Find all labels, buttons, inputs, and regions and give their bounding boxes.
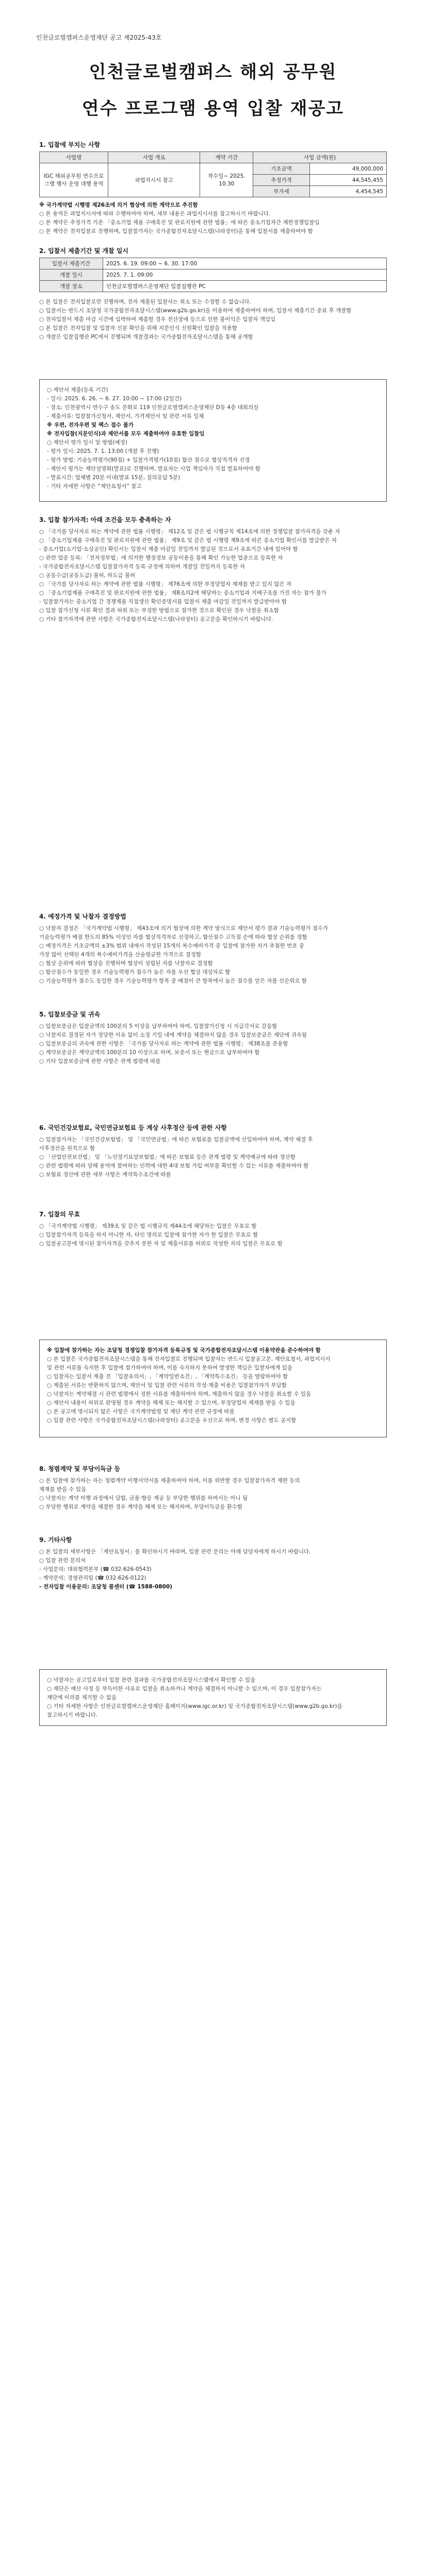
amount-value: 44,545,455	[309, 175, 386, 186]
box-line: - 기타 자세한 사항은 “제안요청서” 참고	[47, 483, 142, 489]
body-line: - 국가종합전자조달시스템 입찰참가자격 등록 규정에 의하여 개찰일 전일까지 등록한 자	[39, 564, 245, 570]
section-7-body	[39, 1222, 387, 1248]
bid-items-table	[39, 151, 387, 197]
body-line: ○ 입찰참가자는 「국민건강보험법」 및 「국민연금법」에 따른 보험료를 입찰금액에 산입하여야 하며, 계약 체결 후	[39, 1137, 313, 1143]
body-line: ○ 기술능력평가 점수도 동일한 경우 기술능력평가 항목 중 배점이 큰 항목에서 높은 점수를 얻은 자를 선순위로 함	[39, 978, 307, 984]
section-9-title: 9. 기타사항	[39, 1536, 72, 1544]
section-9-body	[39, 1548, 387, 1591]
box-line: - 발표시간: 업체별 20분 이내(발표 15분, 질의응답 5분)	[47, 474, 181, 481]
section-3-title: 3. 입찰 참가자격: 아래 조건을 모두 충족하는 자	[39, 516, 171, 523]
box-line: ○ 제안서 제출(등록 기간)	[47, 387, 108, 393]
col-overview: 사업 개요	[108, 152, 200, 163]
body-line: ○ 낙찰자 결정은 「국가계약법 시행령」 제43조에 의거 협상에 의한 계약 방식으로 제안서 평가 결과 기술능력평가 점수가	[39, 925, 329, 931]
body-line: ○ 계약보증금은 계약금액의 100분의 10 이상으로 하며, 보증서 또는 현금으로 납부하여야 함	[39, 1049, 260, 1056]
body-line: ○ 「국가계약법 시행령」 제39조 및 같은 법 시행규칙 제44조에 해당하는 입찰은 무효로 함	[39, 1223, 257, 1229]
title-line-1: 인천글로벌캠퍼스 해외 공무원	[89, 62, 337, 82]
schedule-label: 개찰 일시	[40, 269, 103, 281]
body-line: ○ 관련 법령에 따라 당해 용역에 참여하는 인력에 대한 4대 보험 가입 여부를 확인할 수 있는 서류를 제출하여야 함	[39, 1163, 309, 1169]
box-line: ○ 낙찰자는 계약체결 시 관련 법령에서 정한 서류를 제출하여야 하며, 제출하지 않을 경우 낙찰을 취소할 수 있음	[47, 1391, 312, 1397]
amount-label: 추정가격	[253, 175, 309, 186]
col-project-name: 사업명	[40, 152, 108, 163]
body-line: - 중소기업(소기업·소상공인) 확인서는 입찰서 제출 마감일 전일까지 발급된 것으로서 유효기간 내에 있어야 함	[39, 546, 298, 552]
body-line: 제재를 받을 수 있음	[39, 1486, 87, 1493]
amount-label: 기초금액	[253, 163, 309, 175]
body-line: ○ 기타 참가자격에 관한 사항은 국가종합전자조달시스템(나라장터) 공고문을 확인하시기 바랍니다.	[39, 616, 273, 622]
box-line: ○ 제출된 서류는 반환하지 않으며, 제안서 및 입찰 관련 서류의 작성·제출 비용은 입찰참가자가 부담함	[47, 1382, 287, 1388]
title-line-2: 연수 프로그램 용역 입찰 재공고	[81, 98, 345, 119]
section-3-body	[39, 528, 387, 624]
body-line: ○ 본 입찰의 세부사항은 「제안요청서」를 확인하시기 바라며, 입찰 관련 문의는 아래 담당자에게 하시기 바랍니다.	[39, 1549, 311, 1555]
section-8-title: 8. 청렴계약 및 부당이득금 등	[39, 1465, 121, 1472]
notice-box	[39, 1340, 387, 1437]
amount-value: 4,454,545	[309, 186, 386, 197]
body-line: ○ 「산업안전보건법」 및 「노인장기요양보험법」에 따른 보험료 등은 관계 법령 및 계약예규에 따라 정산함	[39, 1154, 296, 1160]
box-line: ※ 우편, 전자우편 및 팩스 접수 불가	[47, 422, 134, 428]
body-line: 사후정산을 원칙으로 함	[39, 1145, 95, 1151]
body-line: ○ 「국가를 당사자로 하는 계약에 관한 법률 시행령」 제12조 및 같은 법 시행규칙 제14조에 의한 경쟁입찰 참가자격을 갖춘 자	[39, 529, 340, 535]
section-6-title: 6. 국민건강보험료, 국민연금보험료 등 계상 사후정산 등에 관한 사항	[39, 1124, 227, 1131]
box-line: ○ 제안서 평가 일시 및 방법(예정)	[47, 439, 127, 446]
box-line: - 제안서 평가는 제안설명회(발표)로 진행하며, 발표자는 사업 책임자가 직접 발표하여야 함	[47, 466, 260, 472]
body-line: ○ 관련 업종 등록: 「전자정부법」에 의거한 행정정보 공동이용을 통해 확인 가능한 업종으로 등록한 자	[39, 555, 283, 561]
body-line: ○ 입찰 참가신청 서류 확인 결과 허위 또는 부정한 방법으로 참가한 것으로 확인된 경우 낙찰을 취소함	[39, 607, 279, 614]
body-line: ○ 합산점수가 동일한 경우 기술능력평가 점수가 높은 자를 우선 협상 대상자로 함	[39, 969, 231, 975]
amount-label: 부가세	[253, 186, 309, 197]
box-line: ○ 입찰 관련 사항은 국가종합전자조달시스템(나라장터) 공고문을 우선으로 하며, 변경 사항은 별도 공지함	[47, 1417, 297, 1423]
note-line: ○ 입찰서는 반드시 조달청 국가종합전자조달시스템(www.g2b.go.kr)을 이용하여 제출하여야 하며, 입찰서 제출기간 종료 후 개찰함	[39, 308, 352, 314]
body-line: ○ 공동수급(공동도급) 불허, 하도급 불허	[39, 572, 136, 579]
amount-value: 49,000,000	[309, 163, 386, 175]
section-2-notes	[39, 298, 387, 342]
final-notice-box	[39, 1669, 387, 1726]
body-line: - 입찰참가자는 중소기업 간 경쟁제품 직접생산 확인증명서를 입찰서 제출 마감일 전일까지 발급받아야 함	[39, 599, 287, 605]
box-line: ○ 입찰자는 입찰서 제출 전 「입찰유의서」, 「계약일반조건」, 「계약특수조건」 등을 열람하여야 함	[47, 1374, 288, 1380]
schedule-label: 개찰 장소	[40, 281, 103, 292]
body-line: ○ 입찰보증금의 귀속에 관한 사항은 「국가를 당사자로 하는 계약에 관한 법률 시행령」 제38조를 준용함	[39, 1041, 288, 1047]
body-line: ○ 낙찰자로 결정된 자가 정당한 이유 없이 소정 기일 내에 계약을 체결하지 않을 경우 입찰보증금은 재단에 귀속됨	[39, 1032, 307, 1038]
body-line: ○ 입찰보증금은 입찰금액의 100분의 5 이상을 납부하여야 하며, 입찰참가신청 시 지급각서로 갈음함	[39, 1023, 277, 1029]
body-line: ○ 「중소기업제품 구매촉진 및 판로지원에 관한 법률」 제9조 및 같은 법 시행령 제9조에 따른 중소기업 확인서를 발급받은 자	[39, 537, 337, 544]
col-amount: 사업 금액(원)	[253, 152, 387, 163]
body-line: ○ 「중소기업제품 구매촉진 및 판로지원에 관한 법률」 제8조의2에 해당하는 중소기업과 지배구조를 가진 자는 참가 불가	[39, 590, 326, 596]
box-line: 재단에 이의를 제기할 수 없음	[47, 1694, 117, 1701]
body-line: ○ 기타 입찰보증금에 관한 사항은 관계 법령에 따름	[39, 1058, 161, 1064]
section-5-body	[39, 1022, 387, 1066]
section-1-title: 1. 입찰에 부치는 사항	[39, 141, 101, 148]
box-line: ○ 낙찰자는 공고일로부터 입찰 관련 결과를 국가종합전자조달시스템에서 확인할 수 있음	[47, 1677, 256, 1683]
schedule-value: 2025. 7. 1. 09:00	[103, 269, 387, 281]
box-line: - 일시: 2025. 6. 26. ~ 6. 27. 10:00 ~ 17:00 (2일간)	[47, 396, 182, 402]
section-6-body	[39, 1136, 387, 1179]
note-line: ○ 전자입찰서 제출 마감 시간에 임박하여 제출할 경우 전산장애 등으로 인한 불이익은 입찰자 책임임	[39, 316, 276, 323]
body-line: ○ 부당한 행위로 계약을 체결한 경우 계약을 해제 또는 해지하며, 부당이득금을 환수함	[39, 1504, 243, 1510]
schedule-value: 2025. 6. 19. 09:00 ~ 6. 30. 17:00	[103, 258, 387, 269]
notice-number: 인천글로벌캠퍼스운영재단 공고 제2025-43호	[36, 34, 162, 41]
note-line: ○ 본 입찰은 전자입찰 및 입찰자 신분 확인을 위해 지문인식 신원확인 입찰을 적용함	[39, 325, 237, 331]
body-line: ○ 입찰 관련 문의처	[39, 1557, 86, 1564]
col-period: 계약 기간	[200, 152, 253, 163]
body-line: 기술능력평가 배점 한도의 85% 이상인 자를 협상적격자로 선정하고, 합산점수 고득점 순에 따라 협상 순위를 정함	[39, 934, 307, 940]
body-line: ○ 본 입찰에 참가하는 자는 청렴계약 이행서약서를 제출하여야 하며, 이를 위반할 경우 입찰참가자격 제한 등의	[39, 1478, 300, 1484]
box-line: ○ 본 입찰은 국가종합전자조달시스템을 통해 전자입찰로 진행되며 입찰자는 반드시 입찰공고문, 제안요청서, 과업지시서	[47, 1356, 331, 1362]
note-line: ○ 본 용역은 과업지시서에 따라 수행하여야 하며, 세부 내용은 과업지시서를 참고하시기 바랍니다.	[39, 211, 271, 217]
project-name-cell: IGC 해외공무원 연수프로그램 행사 운영 대행 용역	[40, 163, 108, 197]
body-line: ○ 보험료 정산에 관한 세부 사항은 계약특수조건에 따름	[39, 1172, 171, 1178]
box-line: - 평가 방법: 기술능력평가(90점) + 입찰가격평가(10점) 합산 점수로 협상적격자 선정	[47, 457, 250, 463]
note-line: ※ 국가계약법 시행령 제26조에 의거 협상에 의한 계약으로 추진함	[39, 202, 198, 208]
note-line: ○ 본 계약은 전자입찰로 진행하며, 입찰참가자는 국가종합전자조달시스템(나라장터)을 통해 입찰서를 제출하여야 함	[39, 228, 313, 234]
section-7-title: 7. 입찰의 무효	[39, 1211, 80, 1218]
box-line: 및 관련 서류를 숙지한 후 입찰에 참가하여야 하며, 이를 숙지하지 못하여 발생한 책임은 입찰자에게 있음	[47, 1365, 293, 1371]
schedule-value: 인천글로벌캠퍼스운영재단 입찰집행관 PC	[103, 281, 387, 292]
box-line: - 제출서류: 입찰참가신청서, 제안서, 가격제안서 및 관련 서류 일체	[47, 413, 204, 419]
box-line: ○ 기타 자세한 사항은 인천글로벌캠퍼스운영재단 홈페이지(www.igc.or.kr) 및 국가종합전자조달시스템(www.g2b.go.kr)을	[47, 1703, 342, 1709]
body-line: ○ 「국가를 당사자로 하는 계약에 관한 법률 시행령」 제76조에 의한 부정당업자 제재를 받고 있지 않은 자	[39, 581, 292, 587]
section-1-notes	[39, 201, 387, 236]
title-block	[0, 58, 426, 131]
box-line: ○ 본 공고에 명시되지 않은 사항은 국가계약법령 및 재단 계약 관련 규정에 따름	[47, 1409, 235, 1415]
note-line: ○ 개찰은 입찰집행관 PC에서 진행되며 개찰결과는 국가종합전자조달시스템을 통해 공개함	[39, 334, 253, 340]
body-line: ○ 입찰참가자격 등록을 하지 아니한 자, 타인 명의로 입찰에 참가한 자가 한 입찰은 무효로 함	[39, 1232, 258, 1238]
period-cell: 착수일~ 2025. 10.30	[200, 163, 253, 197]
body-line: - 계약문의: 경영관리팀 (☎ 032-626-0122)	[39, 1575, 146, 1581]
body-line: ○ 예정가격은 기초금액의 ±3% 범위 내에서 작성된 15개의 복수예비가격 중 입찰에 참가한 자가 추첨한 번호 중	[39, 943, 304, 949]
section-5-title: 5. 입찰보증금 및 귀속	[39, 1011, 101, 1018]
box-line: ○ 제안서 내용이 허위로 판명될 경우 계약을 해제 또는 해지할 수 있으며, 부정당업자 제재를 받을 수 있음	[47, 1400, 296, 1406]
section-2-title: 2. 입찰서 제출기간 및 개찰 일시	[39, 247, 128, 255]
box-line: ※ 전자입찰(지문인식)과 제안서를 모두 제출하여야 유효한 입찰임	[47, 431, 205, 437]
overview-cell: 과업지시서 참고	[108, 163, 200, 197]
body-line: 가장 많이 선택된 4개의 복수예비가격을 산술평균한 가격으로 결정함	[39, 952, 202, 958]
box-line: - 장소: 인천광역시 연수구 송도 문화로 119 인천글로벌캠퍼스운영재단 D동 4층 대회의실	[47, 404, 259, 411]
body-line: - 전자입찰 이용문의: 조달청 콜센터 (☎ 1588-0800)	[39, 1584, 172, 1590]
box-line: ○ 재단은 예산 사정 등 부득이한 사유로 입찰을 취소하거나 계약을 체결하지 아니할 수 있으며, 이 경우 입찰참가자는	[47, 1686, 322, 1692]
section-4-body	[39, 924, 387, 986]
section-8-body	[39, 1477, 387, 1512]
body-line: ○ 입찰공고문에 명시된 참가자격을 갖추지 못한 자 및 제출서류를 허위로 작성한 자의 입찰은 무효로 함	[39, 1241, 283, 1247]
note-line: ○ 본 입찰은 전자입찰로만 진행하며, 전자 제출된 입찰서는 취소 또는 수정할 수 없습니다.	[39, 299, 251, 305]
proposal-box	[39, 379, 387, 502]
section-4-title: 4. 예정가격 및 낙찰자 결정방법	[39, 913, 126, 920]
box-line: - 평가 일시: 2025. 7. 1. 13:00 (개찰 후 진행)	[47, 448, 159, 454]
body-line: ○ 낙찰자는 계약 이행 과정에서 담합, 금품·향응 제공 등 부당한 행위를 하여서는 아니 됨	[39, 1495, 248, 1501]
schedule-label: 입찰서 제출기간	[40, 258, 103, 269]
box-line: ※ 입찰에 참가하는 자는 조달청 경쟁입찰 참가자격 등록규정 및 국가종합전자조달시스템 이용약관을 준수하여야 함	[47, 1347, 321, 1353]
body-line: - 사업문의: 대외협력본부 (☎ 032-626-0543)	[39, 1566, 152, 1572]
box-line: 참고하시기 바랍니다.	[47, 1712, 97, 1718]
schedule-table	[39, 258, 387, 292]
note-line: ○ 본 계약은 추정가격 기준 「중소기업 제품 구매촉진 및 판로지원에 관한 법률」에 따른 중소기업자간 제한경쟁입찰임	[39, 219, 320, 226]
body-line: ○ 협상 순위에 따라 협상을 진행하며 협상이 성립된 자를 낙찰자로 결정함	[39, 960, 213, 967]
